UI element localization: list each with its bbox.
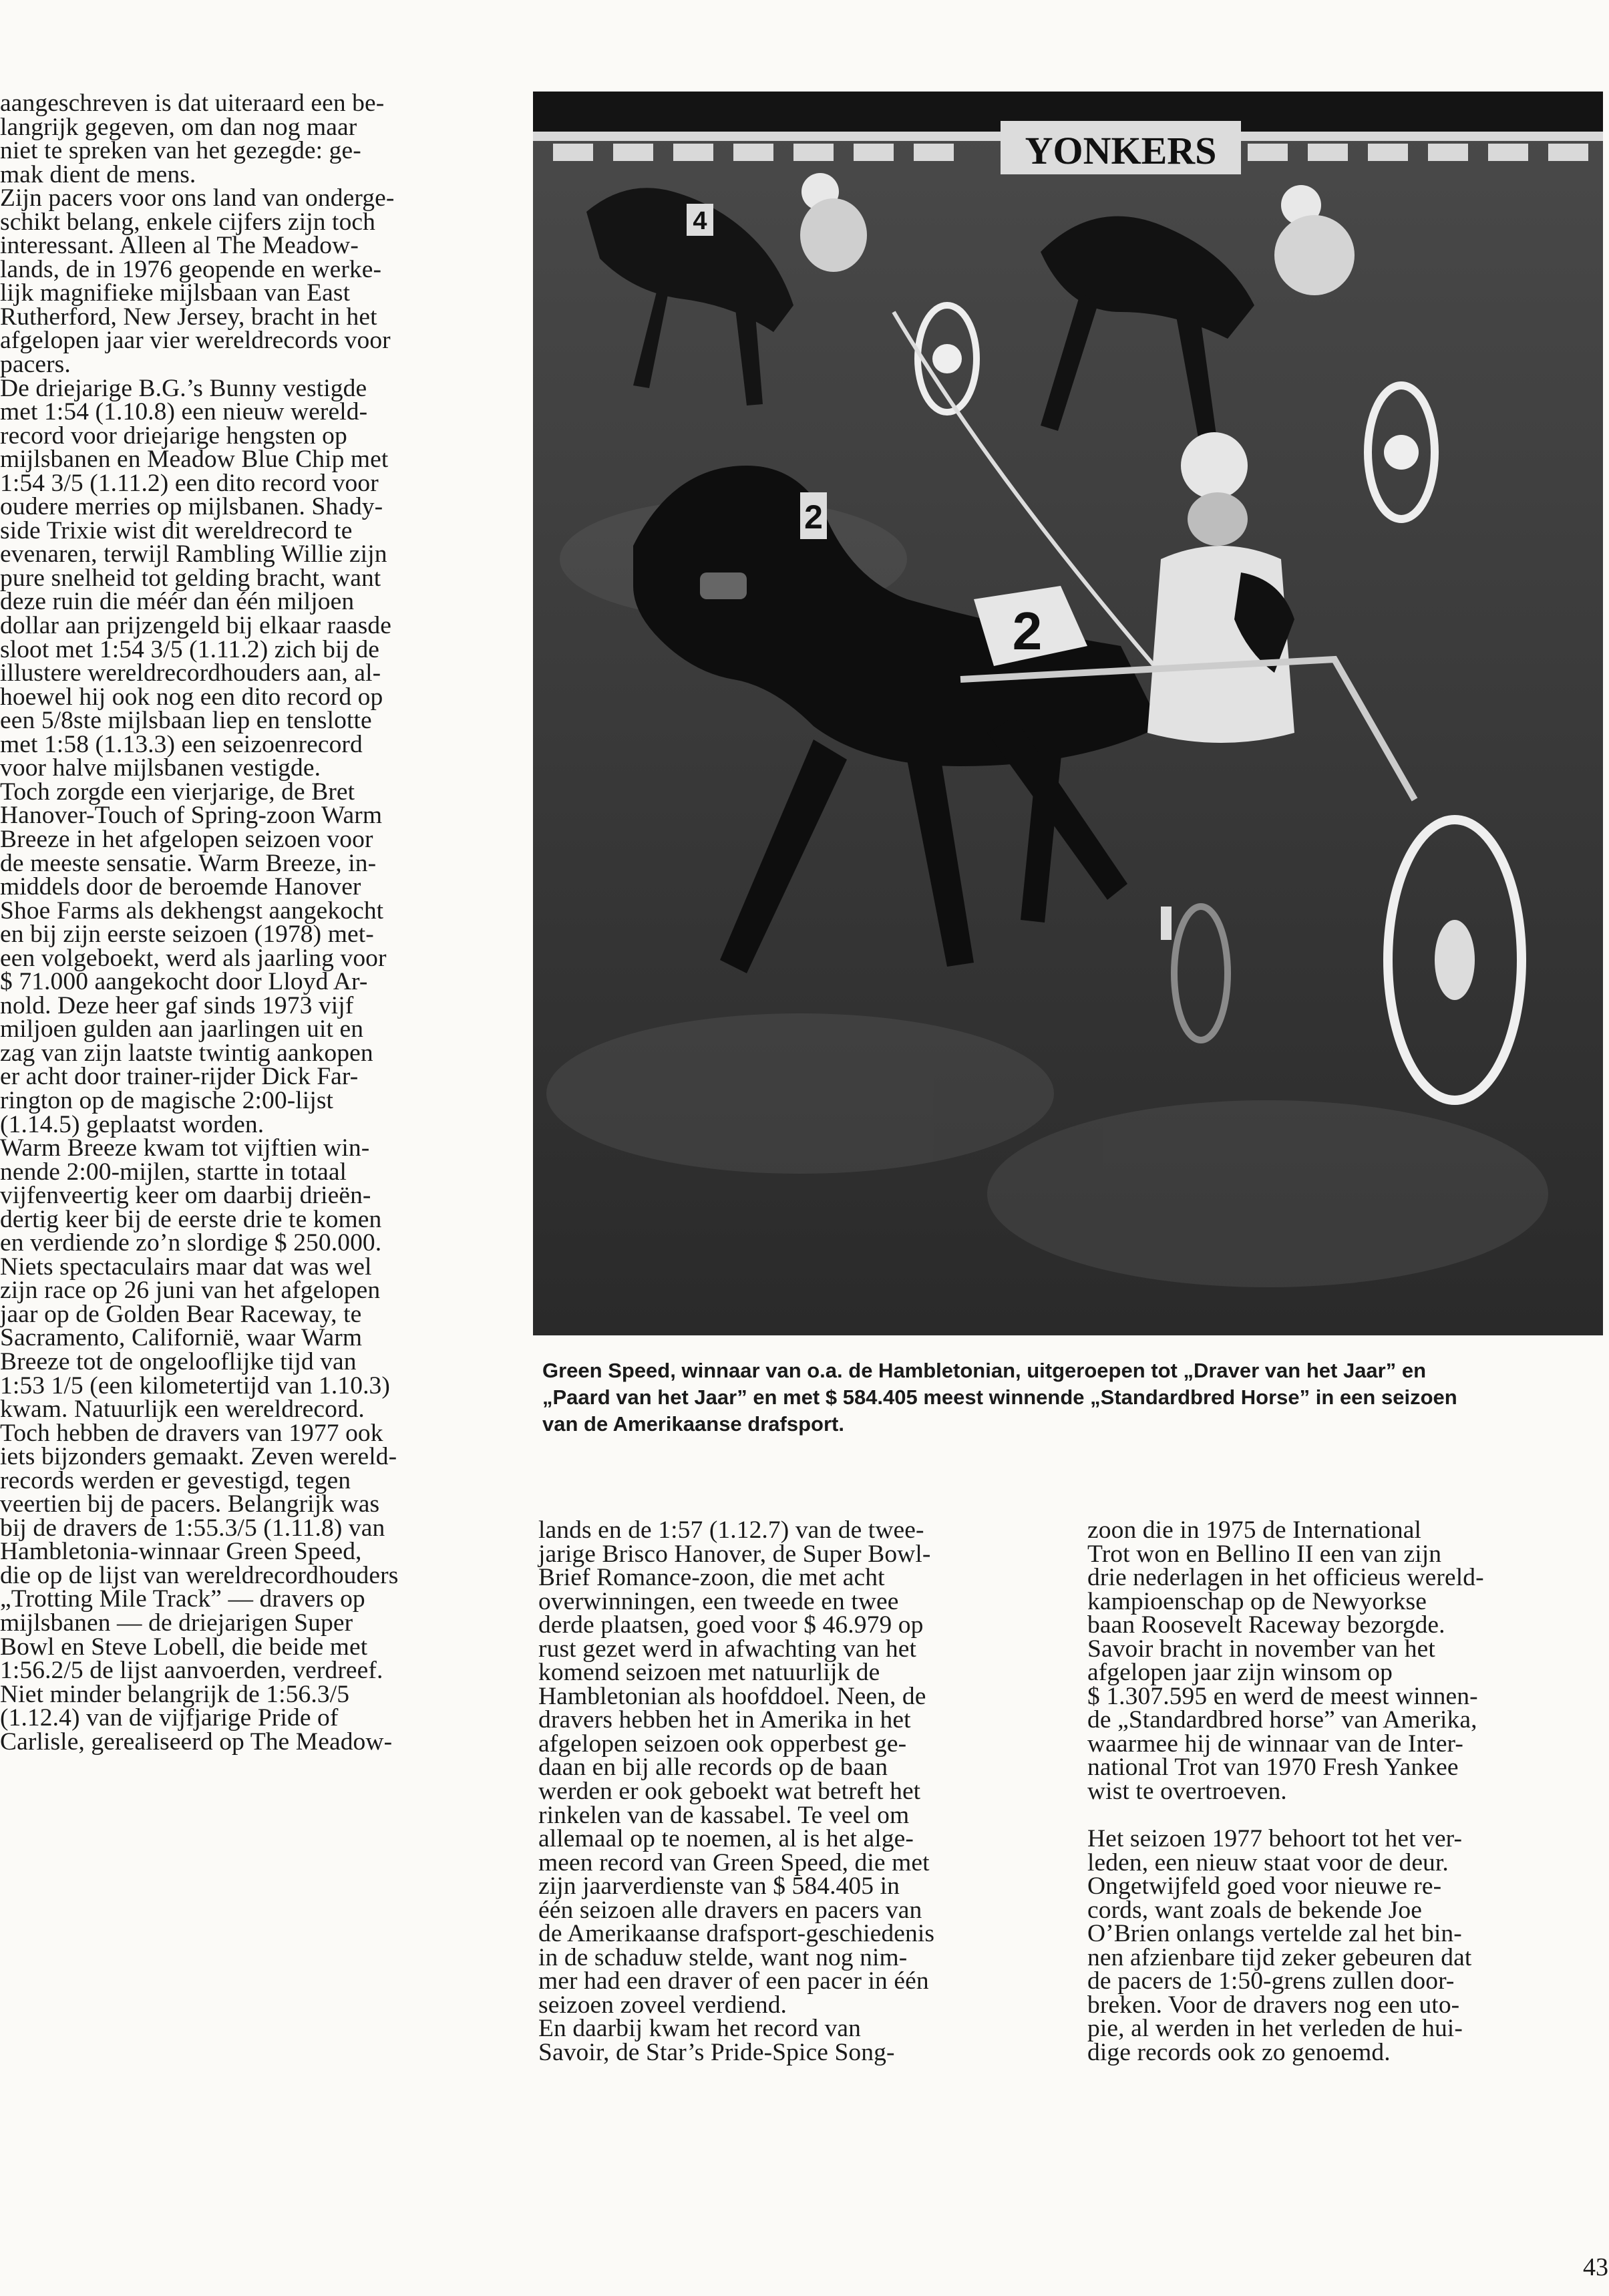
text-line: Breeze tot de ongelooflijke tijd van xyxy=(0,1347,357,1375)
text-line: één seizoen alle dravers en pacers van xyxy=(538,1896,922,1924)
text-line: een volgeboekt, werd als jaarling voor xyxy=(0,944,387,972)
text-line: met 1:54 (1.10.8) een nieuw wereld- xyxy=(0,398,368,426)
text-line: side Trixie wist dit wereldrecord te xyxy=(0,516,353,544)
text-line: deze ruin die méér dan één miljoen xyxy=(0,588,355,616)
text-line: allemaal op te noemen, al is het alge- xyxy=(538,1825,914,1853)
text-line: bij de dravers de 1:55.3/5 (1.11.8) van xyxy=(0,1514,385,1542)
text-line: Zijn pacers voor ons land van onderge- xyxy=(0,184,395,212)
text-line: dige records ook zo genoemd. xyxy=(1087,2039,1391,2067)
text-line: en verdiende zo’n slordige $ 250.000. xyxy=(0,1229,382,1257)
saddle-number-2: 2 xyxy=(1012,601,1043,661)
text-line: cords, want zoals de bekende Joe xyxy=(1087,1896,1422,1924)
text-line: werden er ook geboekt wat betreft het xyxy=(538,1778,921,1806)
race-photo xyxy=(533,92,1603,1335)
text-line: mijlsbanen — de driejarigen Super xyxy=(0,1609,353,1637)
yonkers-sign-text: YONKERS xyxy=(1025,129,1217,172)
text-line: daan en bij alle records op de baan xyxy=(538,1754,888,1782)
text-line: lands en de 1:57 (1.12.7) van de twee- xyxy=(538,1516,924,1544)
text-line: Bowl en Steve Lobell, die beide met xyxy=(0,1633,368,1661)
text-line: $ 1.307.595 en werd de meest winnen- xyxy=(1087,1682,1478,1710)
text-line: langrijk gegeven, om dan nog maar xyxy=(0,113,357,141)
text-line: en bij zijn eerste seizoen (1978) met- xyxy=(0,921,374,949)
text-line: de „Standardbred horse” van Amerika, xyxy=(1087,1706,1477,1734)
text-line xyxy=(1087,1804,1608,1828)
text-line: evenaren, terwijl Rambling Willie zijn xyxy=(0,540,387,568)
text-line: meen record van Green Speed, die met xyxy=(538,1848,930,1876)
text-line: derde plaatsen, goed voor $ 46.979 op xyxy=(538,1611,924,1639)
text-line: veertien bij de pacers. Belangrijk was xyxy=(0,1490,380,1518)
photo-caption xyxy=(542,1357,1604,1438)
text-line: afgelopen jaar zijn winsom op xyxy=(1087,1659,1393,1687)
text-line: iets bijzonders gemaakt. Zeven wereld- xyxy=(0,1443,397,1471)
head-number-2: 2 xyxy=(804,498,823,536)
article-column-middle xyxy=(538,1518,1066,2065)
caption-line: „Paard van het Jaar” en met $ 584.405 meest winnende „Standardbred Horse” in een seizoen xyxy=(542,1385,1457,1409)
text-line: zoon die in 1975 de International xyxy=(1087,1516,1422,1544)
text-line: vijfenveertig keer om daarbij drieën- xyxy=(0,1182,371,1210)
text-line: lijk magnifieke mijlsbaan van East xyxy=(0,279,351,307)
article-column-right xyxy=(1087,1518,1608,2065)
text-line: in de schaduw stelde, want nog nim- xyxy=(538,1943,908,1971)
text-line: rington op de magische 2:00-lijst xyxy=(0,1086,334,1114)
page-number: 43 xyxy=(1583,2253,1608,2281)
text-line: miljoen gulden aan jaarlingen uit en xyxy=(0,1015,364,1043)
text-line: records werden er gevestigd, tegen xyxy=(0,1466,351,1494)
text-line: seizoen zoveel verdiend. xyxy=(538,1991,787,2019)
text-line: Sacramento, Californië, waar Warm xyxy=(0,1324,363,1352)
text-line: Savoir, de Star’s Pride-Spice Song- xyxy=(538,2039,895,2067)
text-line: die op de lijst van wereldrecordhouders xyxy=(0,1561,399,1589)
text-line: Het seizoen 1977 behoort tot het ver- xyxy=(1087,1825,1463,1853)
text-line: breken. Voor de dravers nog een uto- xyxy=(1087,1991,1460,2019)
text-line: de meeste sensatie. Warm Breeze, in- xyxy=(0,849,377,877)
text-line: er acht door trainer-rijder Dick Far- xyxy=(0,1063,359,1091)
text-line: pie, al werden in het verleden de hui- xyxy=(1087,2015,1463,2043)
text-line: record voor driejarige hengsten op xyxy=(0,422,347,450)
text-line: de Amerikaanse drafsport-geschiedenis xyxy=(538,1920,935,1948)
text-line: (1.12.4) van de vijfjarige Pride of xyxy=(0,1704,339,1732)
text-line: hoewel hij ook nog een dito record op xyxy=(0,683,383,711)
text-line: interessant. Alleen al The Meadow- xyxy=(0,232,359,260)
text-line: jarige Brisco Hanover, de Super Bowl- xyxy=(538,1540,931,1568)
text-line: sloot met 1:54 3/5 (1.11.2) zich bij de xyxy=(0,635,380,663)
text-line: Toch zorgde een vierjarige, de Bret xyxy=(0,778,355,806)
text-line: nende 2:00-mijlen, startte in totaal xyxy=(0,1158,347,1186)
harness-racing-photo xyxy=(533,92,1603,1335)
text-line: De driejarige B.G.’s Bunny vestigde xyxy=(0,374,367,402)
text-line: een 5/8ste mijlsbaan liep en tenslotte xyxy=(0,707,372,735)
text-line: Hambletonian als hoofddoel. Neen, de xyxy=(538,1682,926,1710)
text-line: Ongetwijfeld goed voor nieuwe re- xyxy=(1087,1872,1442,1901)
article-column-left xyxy=(0,92,488,1754)
text-line: Hambletonia-winnaar Green Speed, xyxy=(0,1538,362,1566)
text-line: mijlsbanen en Meadow Blue Chip met xyxy=(0,446,389,474)
text-line: wist te overtroeven. xyxy=(1087,1778,1287,1806)
text-line: Savoir bracht in november van het xyxy=(1087,1635,1435,1663)
text-line: lands, de in 1976 geopende en werke- xyxy=(0,255,382,283)
text-line: mer had een draver of een pacer in één xyxy=(538,1967,929,1995)
text-line: Niets spectaculairs maar dat was wel xyxy=(0,1253,372,1281)
text-line: Carlisle, gerealiseerd op The Meadow- xyxy=(0,1728,393,1756)
text-line: Warm Breeze kwam tot vijftien win- xyxy=(0,1134,370,1162)
text-line: Shoe Farms als dekhengst aangekocht xyxy=(0,896,384,925)
text-line: mak dient de mens. xyxy=(0,160,196,188)
text-line: kwam. Natuurlijk een wereldrecord. xyxy=(0,1396,365,1424)
text-line: niet te spreken van het gezegde: ge- xyxy=(0,137,361,165)
text-line: dertig keer bij de eerste drie te komen xyxy=(0,1205,382,1233)
text-line: rinkelen van de kassabel. Te veel om xyxy=(538,1801,910,1829)
text-line: schikt belang, enkele cijfers zijn toch xyxy=(0,208,376,236)
text-line: (1.14.5) geplaatst worden. xyxy=(0,1110,264,1138)
saddle-number-4: 4 xyxy=(693,207,707,235)
caption-line: Green Speed, winnaar van o.a. de Hambletonian, uitgeroepen tot „Draver van het Jaar” en xyxy=(542,1359,1427,1382)
text-line: nen afzienbare tijd zeker gebeuren dat xyxy=(1087,1943,1472,1971)
text-line: met 1:58 (1.13.3) een seizoenrecord xyxy=(0,730,363,758)
text-line: Breeze in het afgelopen seizoen voor xyxy=(0,825,373,853)
text-line: O’Brien onlangs vertelde zal het bin- xyxy=(1087,1920,1462,1948)
text-line: leden, een nieuw staat voor de deur. xyxy=(1087,1848,1449,1876)
text-line: afgelopen jaar vier wereldrecords voor xyxy=(0,327,391,355)
text-line: Niet minder belangrijk de 1:56.3/5 xyxy=(0,1680,350,1708)
text-line: 1:53 1/5 (een kilometertijd van 1.10.3) xyxy=(0,1371,390,1400)
text-line: kampioenschap op de Newyorkse xyxy=(1087,1587,1427,1615)
text-line: baan Roosevelt Raceway bezorgde. xyxy=(1087,1611,1445,1639)
text-line: komend seizoen met natuurlijk de xyxy=(538,1659,880,1687)
text-line: jaar op de Golden Bear Raceway, te xyxy=(0,1300,362,1328)
text-line: 1:56.2/5 de lijst aanvoerden, verdreef. xyxy=(0,1657,383,1685)
text-line: afgelopen seizoen ook opperbest ge- xyxy=(538,1730,907,1758)
text-line: de pacers de 1:50-grens zullen door- xyxy=(1087,1967,1455,1995)
text-line: pacers. xyxy=(0,351,71,379)
text-line: Rutherford, New Jersey, bracht in het xyxy=(0,303,377,331)
text-line: nold. Deze heer gaf sinds 1973 vijf xyxy=(0,991,354,1019)
text-line: dravers hebben het in Amerika in het xyxy=(538,1706,911,1734)
text-line: Toch hebben de dravers van 1977 ook xyxy=(0,1419,383,1447)
text-line: national Trot van 1970 Fresh Yankee xyxy=(1087,1754,1459,1782)
text-line: Trot won en Bellino II een van zijn xyxy=(1087,1540,1442,1568)
text-line: zag van zijn laatste twintig aankopen xyxy=(0,1039,373,1067)
text-line: dollar aan prijzengeld bij elkaar raasde xyxy=(0,612,392,640)
text-line: middels door de beroemde Hanover xyxy=(0,873,361,901)
text-line: „Trotting Mile Track” — dravers op xyxy=(0,1585,365,1613)
text-line: illustere wereldrecordhouders aan, al- xyxy=(0,659,381,687)
text-line: Brief Romance-zoon, die met acht xyxy=(538,1564,885,1592)
text-line: Hanover-Touch of Spring-zoon Warm xyxy=(0,802,383,830)
text-line: pure snelheid tot gelding bracht, want xyxy=(0,564,381,592)
text-line: oudere merries op mijlsbanen. Shady- xyxy=(0,493,383,521)
text-line: waarmee hij de winnaar van de Inter- xyxy=(1087,1730,1463,1758)
text-line: zijn jaarverdienste van $ 584.405 in xyxy=(538,1872,900,1901)
text-line: overwinningen, een tweede en twee xyxy=(538,1587,899,1615)
text-line: voor halve mijlsbanen vestigde. xyxy=(0,754,321,782)
caption-line: van de Amerikaanse drafsport. xyxy=(542,1412,844,1436)
text-line: aangeschreven is dat uiteraard een be- xyxy=(0,90,385,117)
text-line: 1:54 3/5 (1.11.2) een dito record voor xyxy=(0,469,379,497)
text-line: zijn race op 26 juni van het afgelopen xyxy=(0,1277,381,1305)
text-line: drie nederlagen in het officieus wereld- xyxy=(1087,1564,1484,1592)
text-line: En daarbij kwam het record van xyxy=(538,2015,862,2043)
text-line: $ 71.000 aangekocht door Lloyd Ar- xyxy=(0,968,368,996)
text-line: rust gezet werd in afwachting van het xyxy=(538,1635,916,1663)
